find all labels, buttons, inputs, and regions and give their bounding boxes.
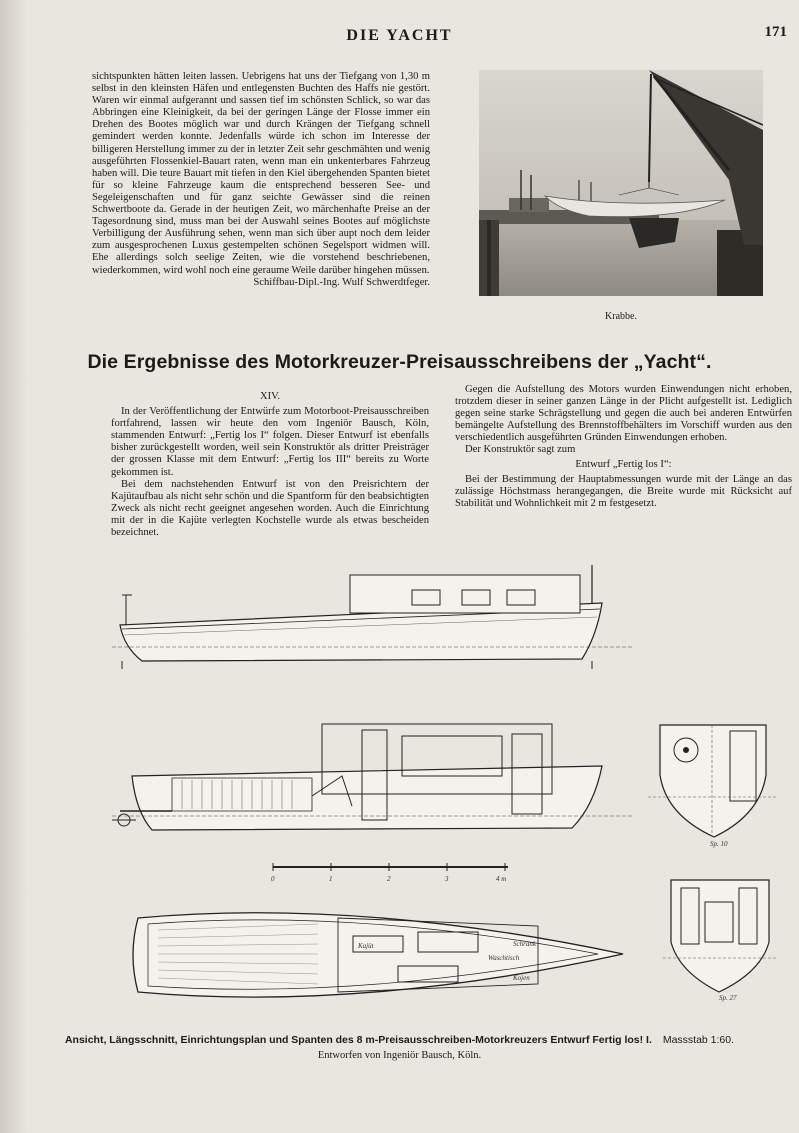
scale-bar bbox=[268, 862, 518, 884]
article-paragraph: Gegen die Aufstellung des Motors wurden Einwendungen nicht erhoben, trotzdem dieser in seiner ganzen Länge in der Plicht aufgestellt ist. Lediglich gegen seine starke Schrägstellung und gegen die auch bei anderen Entwürfen bemängelte Aufstellung des Brennstoffbehälters im Vorschiff wurden aus den verschiedentlich ausgeführten Gründen Einwendungen erhoben. bbox=[455, 384, 792, 444]
figure-caption-text: Ansicht, Längsschnitt, Einrichtungsplan und Spanten des 8 m-Preisausschreiben-Motorkreuzers Entwurf Fertig los! I. bbox=[64, 1034, 652, 1046]
article-paragraph: Bei der Bestimmung der Hauptabmessungen wurde mit der Länge an das zulässige Höchstmass herangegangen, die Breite wurde mit Rücksicht auf Stabilität und Wohnlichkeit mit 2 m festgesetzt. bbox=[455, 473, 792, 509]
section-number: XIV. bbox=[259, 391, 281, 402]
article-right-column bbox=[455, 384, 792, 510]
section-label: Sp. 10 bbox=[710, 840, 728, 848]
article-paragraph: Bei dem nachstehenden Entwurf ist von den Preisrichtern der Kajütaufbau als nicht sehr schön und die Spantform für den beabsichtigten Zweck als nicht recht geeignet angesehen worden. Auch die Einrichtung mit der in die Kajüte verlegten Kochstelle wurde als etwas bescheiden bezeichnet. bbox=[111, 478, 429, 539]
plan-room-label: Schrank bbox=[513, 940, 536, 948]
plan-room-label: Kojen bbox=[513, 974, 530, 982]
scale-mark: 3 bbox=[445, 875, 449, 883]
article-headline: Die Ergebnisse des Motorkreuzer-Preisausschreibens der „Yacht“. bbox=[87, 351, 712, 373]
page-gutter-shadow bbox=[0, 0, 28, 1133]
cross-section-sp10 bbox=[648, 715, 778, 850]
krabbe-photo bbox=[479, 70, 763, 296]
page-number: 171 bbox=[764, 24, 787, 40]
plan-room-label: Waschtisch bbox=[488, 954, 520, 962]
author-signature: Schiffbau-Dipl.-Ing. Wulf Schwerdtfeger. bbox=[253, 276, 430, 288]
scale-mark: 1 bbox=[329, 875, 333, 883]
figure-scale: Massstab 1:60. bbox=[662, 1034, 735, 1046]
article-paragraph: In der Veröffentlichung der Entwürfe zum Motorboot-Preisausschreiben fortfahrend, lassen wir heute den vom Ingeniör Bausch, Köln, stammenden Entwurf: „Fertig los I“ folgen. Dieser Entwurf ist ebenfalls bisher zurückgestellt worden, weil sein Konstruktör als dritter Preisträger der grossen Klasse mit dem Entwurf: „Fertig los III“ bereits zu Worte gekommen ist. bbox=[111, 406, 429, 478]
photo-caption: Krabbe. bbox=[605, 311, 637, 322]
article-subheading: Entwurf „Fertig los I“: bbox=[575, 458, 672, 470]
cross-section-sp27 bbox=[663, 872, 778, 1004]
longitudinal-section-drawing bbox=[112, 716, 632, 846]
article-paragraph: Der Konstruktör sagt zum bbox=[465, 444, 576, 456]
running-header: DIE YACHT bbox=[346, 27, 453, 44]
continued-article bbox=[92, 71, 430, 289]
figure-caption bbox=[0, 1034, 799, 1046]
article-left-column bbox=[111, 389, 429, 539]
plan-view-drawing bbox=[118, 888, 638, 1020]
scale-mark: 0 bbox=[271, 875, 275, 883]
side-elevation-drawing bbox=[112, 565, 632, 675]
plan-room-label: Kajüt bbox=[358, 942, 374, 950]
figure-credit: Entworfen von Ingeniör Bausch, Köln. bbox=[317, 1050, 482, 1061]
section-label: Sp. 27 bbox=[719, 994, 737, 1002]
scale-mark: 4 m bbox=[496, 875, 507, 883]
scale-mark: 2 bbox=[387, 875, 391, 883]
continued-article-text: sichtspunkten hätten leiten lassen. Uebrigens hat uns der Tiefgang von 1,30 m selbst in den kleinsten Häfen und entlegensten Buchten des Haffs nie gestört. Waren wir einmal aufgerannt und sassen tief im schönsten Schlick, so war das Abbringen eine Kleinigkeit, da bei der geringen Länge der Flosse immer ein Drehen des Bootes möglich war und durch Krängen der Tiefgang schnell gemindert werden konnte. Jedenfalls würde ich schon im Interesse der billigeren Herstellung immer zu der in letzter Zeit sehr geschmähten und wenig ausgeführten Flossenkiel-Bauart raten, wenn man ein unkenterbares Fahrzeug haben will. Die teure Bauart mit tiefen in den Kiel übergehenden Spanten bietet für so kleine Fahrzeuge kaum die entsprechend besseren See- und Segeleigenschaften und für ganz seichte Gewässer sind die reinen Schwertboote da. Gerade in der heutigen Zeit, wo märchenhafte Preise an der Tagesordnung sind, muss man bei der Auswahl seines Bootes auf möglichste Verbilligung der Ausführung sehen, wenn man sich über aupt noch dem leider zum ausgesprochenen Luxus gestempelten schönen Segelsport widmen will. Ehe allerdings solch seelige Zeiten, wie die vorstehend beschriebenen, wiederkommen, wird wohl noch eine geraume Weile darüber hingehen müssen. bbox=[92, 71, 430, 276]
photo-illustration bbox=[479, 70, 763, 296]
